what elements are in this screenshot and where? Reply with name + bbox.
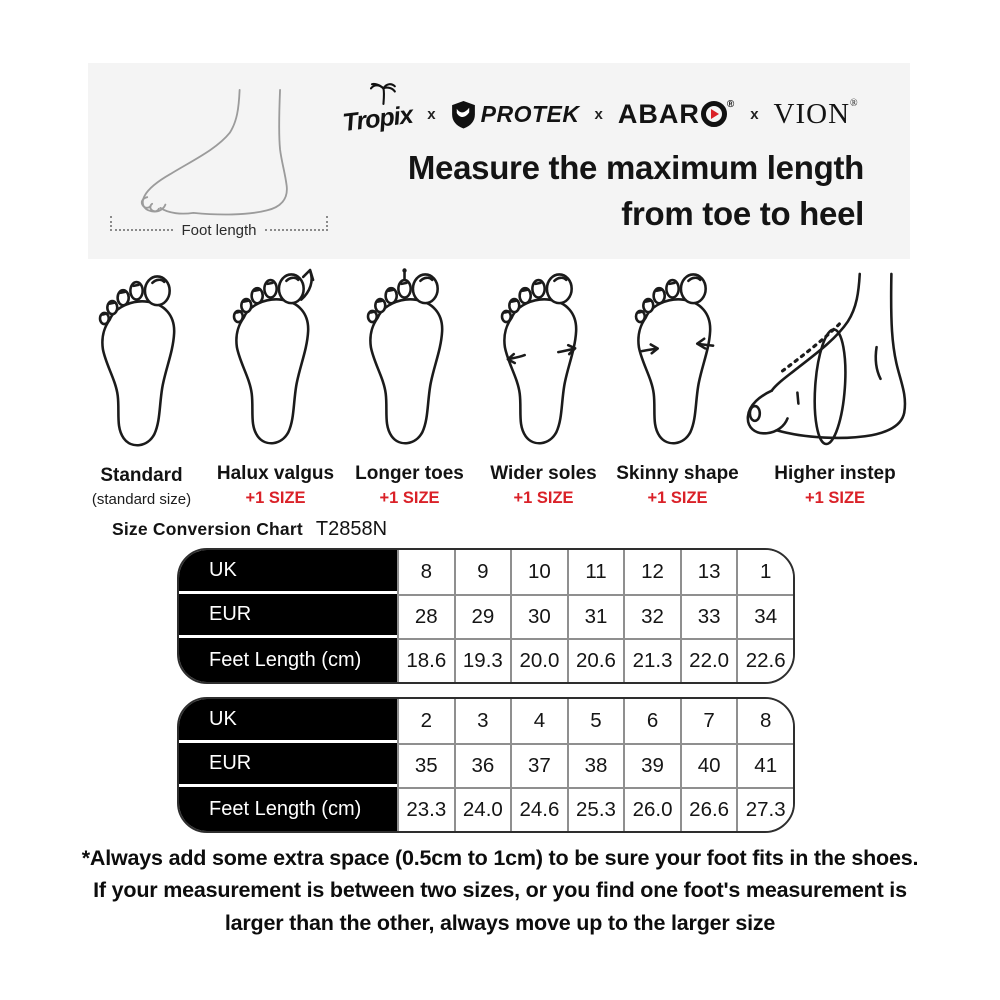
table-cell: 26.0 bbox=[623, 787, 680, 831]
foot-type-name: Longer toes bbox=[355, 463, 464, 484]
table-cell: 32 bbox=[623, 594, 680, 638]
table-cell: 24.0 bbox=[454, 787, 511, 831]
foot-type-note: (standard size) bbox=[91, 491, 192, 508]
brand-row bbox=[342, 89, 858, 139]
table-cell: 25.3 bbox=[567, 787, 624, 831]
table-cell: 8 bbox=[397, 550, 454, 594]
table-cell: 4 bbox=[510, 699, 567, 743]
wider-soles-foot-icon bbox=[494, 268, 593, 456]
foot-length-measure bbox=[110, 219, 328, 241]
foot-length-label: Foot length bbox=[181, 221, 257, 239]
headline-line1: Measure the maximum length bbox=[407, 149, 864, 186]
table-cell: 22.0 bbox=[680, 638, 737, 682]
table-cell: 20.0 bbox=[510, 638, 567, 682]
table-row-label: UK bbox=[179, 699, 397, 743]
headline-line2: from toe to heel bbox=[621, 195, 864, 233]
table-cell: 40 bbox=[680, 743, 737, 787]
foot-type-name: Wider soles bbox=[490, 463, 597, 484]
size-conversion-table bbox=[177, 548, 795, 684]
palm-tree-icon bbox=[370, 82, 397, 112]
table-cell: 34 bbox=[736, 594, 793, 638]
table-row-label: Feet Length (cm) bbox=[179, 787, 397, 831]
table-cell: 27.3 bbox=[736, 787, 793, 831]
table-cell: 6 bbox=[623, 699, 680, 743]
foot-type-item bbox=[343, 268, 476, 508]
size-chart-title: Size Conversion Chart bbox=[112, 519, 303, 539]
table-cell: 11 bbox=[567, 550, 624, 594]
table-cell: 26.6 bbox=[680, 787, 737, 831]
foot-length-diagram bbox=[102, 73, 337, 259]
foot-type-name: Skinny shape bbox=[616, 463, 739, 484]
foot-type-note: +1 SIZE bbox=[245, 489, 306, 507]
table-cell: 20.6 bbox=[567, 638, 624, 682]
higher-instep-foot-icon bbox=[741, 268, 929, 456]
table-row-label: UK bbox=[179, 550, 397, 594]
brand-protek-label: PROTEK bbox=[480, 100, 580, 127]
measure-dotted-line bbox=[265, 229, 328, 231]
longer-toes-foot-icon bbox=[360, 268, 459, 456]
size-conversion-table bbox=[177, 697, 795, 833]
table-cell: 12 bbox=[623, 550, 680, 594]
table-cell: 8 bbox=[736, 699, 793, 743]
size-chart-model: T2858N bbox=[315, 518, 388, 540]
footnote-line1: *Always add some extra space (0.5cm to 1cm) to be sure your foot fits in the shoes. bbox=[81, 846, 919, 870]
table-cell: 30 bbox=[510, 594, 567, 638]
brand-separator: x bbox=[594, 105, 603, 123]
foot-type-note: +1 SIZE bbox=[804, 489, 866, 507]
footnote-line3: larger than the other, always move up to the larger size bbox=[224, 910, 776, 935]
table-cell: 38 bbox=[567, 743, 624, 787]
table-cell: 36 bbox=[454, 743, 511, 787]
table-cell: 37 bbox=[510, 743, 567, 787]
table-cell: 10 bbox=[510, 550, 567, 594]
brand-tropix-label: Tropix bbox=[341, 100, 415, 137]
foot-type-item bbox=[611, 268, 744, 508]
brand-separator: x bbox=[427, 105, 436, 123]
table-cell: 9 bbox=[454, 550, 511, 594]
hero-panel bbox=[88, 63, 910, 259]
brand-tropix bbox=[340, 90, 414, 137]
measure-tick-left bbox=[110, 216, 112, 231]
foot-type-name: Higher instep bbox=[774, 463, 896, 484]
table-cell: 19.3 bbox=[454, 638, 511, 682]
skinny-shape-foot-icon bbox=[628, 268, 727, 456]
footnote bbox=[0, 842, 1000, 939]
table-cell: 28 bbox=[397, 594, 454, 638]
foot-type-item bbox=[745, 268, 925, 508]
footnote-line2: If your measurement is between two sizes, or you find one foot's measurement is bbox=[93, 878, 907, 903]
table-cell: 21.3 bbox=[623, 638, 680, 682]
foot-type-item bbox=[477, 268, 610, 508]
foot-type-name: Standard bbox=[100, 465, 183, 486]
foot-type-name: Halux valgus bbox=[216, 463, 335, 484]
brand-separator: x bbox=[750, 105, 759, 123]
foot-type-item bbox=[209, 268, 342, 508]
table-row-label: Feet Length (cm) bbox=[179, 638, 397, 682]
foot-side-view-icon bbox=[110, 85, 328, 217]
brand-vion-label: VION bbox=[773, 97, 851, 130]
table-cell: 23.3 bbox=[397, 787, 454, 831]
registered-mark: ® bbox=[726, 98, 736, 110]
hero-right bbox=[337, 73, 864, 259]
brand-vion bbox=[774, 98, 859, 131]
foot-type-note: +1 SIZE bbox=[647, 489, 708, 507]
table-cell: 35 bbox=[397, 743, 454, 787]
foot-type-note: +1 SIZE bbox=[379, 489, 440, 507]
table-cell: 39 bbox=[623, 743, 680, 787]
brand-abaro bbox=[618, 99, 735, 130]
table-cell: 3 bbox=[454, 699, 511, 743]
table-cell: 7 bbox=[680, 699, 737, 743]
brand-abaro-label: ABAR bbox=[617, 98, 700, 129]
table-cell: 13 bbox=[680, 550, 737, 594]
table-cell: 22.6 bbox=[736, 638, 793, 682]
brand-protek bbox=[451, 100, 580, 129]
table-cell: 2 bbox=[397, 699, 454, 743]
foot-type-note: +1 SIZE bbox=[513, 489, 574, 507]
table-cell: 29 bbox=[454, 594, 511, 638]
table-cell: 31 bbox=[567, 594, 624, 638]
size-chart-heading bbox=[112, 518, 387, 541]
table-cell: 5 bbox=[567, 699, 624, 743]
table-row-label: EUR bbox=[179, 594, 397, 638]
foot-type-item bbox=[75, 270, 208, 508]
play-triangle-icon bbox=[711, 109, 719, 119]
table-cell: 41 bbox=[736, 743, 793, 787]
table-cell: 18.6 bbox=[397, 638, 454, 682]
table-cell: 24.6 bbox=[510, 787, 567, 831]
abaro-o-icon bbox=[701, 101, 727, 127]
table-row-label: EUR bbox=[179, 743, 397, 787]
foot-types-row bbox=[75, 268, 925, 508]
headline bbox=[337, 145, 864, 237]
measure-dotted-line bbox=[110, 229, 173, 231]
standard-foot-icon bbox=[92, 270, 191, 458]
halux-valgus-foot-icon bbox=[226, 268, 325, 456]
size-tables bbox=[177, 548, 795, 846]
table-cell: 33 bbox=[680, 594, 737, 638]
registered-mark: ® bbox=[850, 97, 859, 109]
table-cell: 1 bbox=[736, 550, 793, 594]
shield-icon bbox=[451, 100, 476, 129]
measure-tick-right bbox=[326, 216, 328, 231]
